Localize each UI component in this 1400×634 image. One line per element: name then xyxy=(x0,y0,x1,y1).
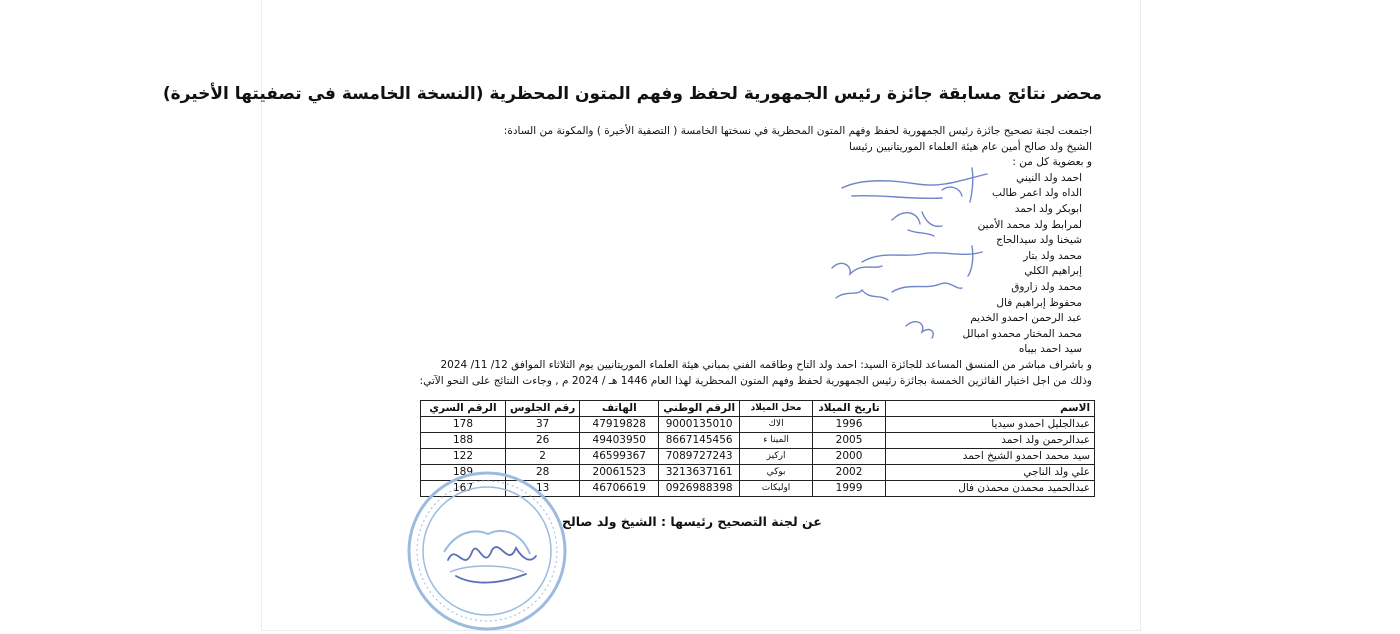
member-name: إبراهيم الكلي xyxy=(1024,265,1082,278)
header-birth-place: محل الميلاد xyxy=(740,401,813,417)
outro-line-2: وذلك من اجل اختيار الفائزين الخمسة بجائزة رئيس الجمهورية لحفظ وفهم المتون المحظرية لهذا العام 1446 هـ / 2024 م , وجاءت النتائج على النحو الآتي: xyxy=(419,374,1092,387)
outro-line-1: و باشراف مباشر من المنسق المساعد للجائزة السيد: احمد ولد التاح وطاقمه الفني بمباني هيئة العلماء الموريتانيين يوم الثلاثاء الموافق 12/ 11/ 2024 xyxy=(440,358,1092,371)
cell-national-id: 9000135010 xyxy=(659,417,740,433)
cell-name: عبدالحميد محمدن محمذن فال xyxy=(886,481,1095,497)
cell-seat-number: 26 xyxy=(506,433,580,449)
cell-seat-number: 13 xyxy=(506,481,580,497)
cell-name: عبدالرحمن ولد احمد xyxy=(886,433,1095,449)
cell-birth-year: 2005 xyxy=(813,433,886,449)
cell-birth-year: 2000 xyxy=(813,449,886,465)
intro-line-3: و بعضوية كل من : xyxy=(1012,156,1092,169)
header-seat-number: رقم الجلوس xyxy=(506,401,580,417)
document-page xyxy=(162,0,1140,630)
member-name: لمرابط ولد محمد الأمين xyxy=(977,218,1082,231)
cell-secret-number: 188 xyxy=(421,433,506,449)
cell-phone: 49403950 xyxy=(580,433,659,449)
member-name: محمد ولد بتار xyxy=(1023,249,1082,262)
cell-birth-year: 2002 xyxy=(813,465,886,481)
member-name: محمد ولد زاروق xyxy=(1011,280,1082,293)
cell-name: عبدالجليل احمدو سيديا xyxy=(886,417,1095,433)
cell-secret-number: 122 xyxy=(421,449,506,465)
cell-seat-number: 2 xyxy=(506,449,580,465)
cell-birth-place: اركيز xyxy=(740,449,813,465)
cell-seat-number: 37 xyxy=(506,417,580,433)
cell-national-id: 3213637161 xyxy=(659,465,740,481)
cell-birth-place: المينا ء xyxy=(740,433,813,449)
member-name: ابوبكر ولد احمد xyxy=(1014,202,1082,215)
table-row xyxy=(421,449,1095,465)
member-name: سيد احمد بيباه xyxy=(1018,343,1082,356)
cell-birth-place: الاك xyxy=(740,417,813,433)
cell-secret-number: 189 xyxy=(421,465,506,481)
official-seal xyxy=(404,468,570,634)
table-row xyxy=(421,417,1095,433)
cell-phone: 46599367 xyxy=(580,449,659,465)
cell-name: سيد محمد احمدو الشيخ احمد xyxy=(886,449,1095,465)
cell-national-id: 0926988398 xyxy=(659,481,740,497)
cell-birth-year: 1999 xyxy=(813,481,886,497)
cell-birth-place: اوليكات xyxy=(740,481,813,497)
header-birth-year: تاريخ الميلاد xyxy=(813,401,886,417)
member-name: محفوظ إبراهيم فال xyxy=(996,296,1082,309)
cell-national-id: 7089727243 xyxy=(659,449,740,465)
cell-phone: 47919828 xyxy=(580,417,659,433)
cell-phone: 20061523 xyxy=(580,465,659,481)
header-phone: الهاتف xyxy=(580,401,659,417)
table-row xyxy=(421,433,1095,449)
member-signatures xyxy=(822,150,1002,350)
cell-birth-year: 1996 xyxy=(813,417,886,433)
member-name: عبد الرحمن احمدو الخديم xyxy=(970,312,1082,325)
cell-secret-number: 178 xyxy=(421,417,506,433)
header-name: الاسم xyxy=(886,401,1095,417)
cell-name: علي ولد الناجي xyxy=(886,465,1095,481)
cell-national-id: 8667145456 xyxy=(659,433,740,449)
member-name: شيخنا ولد سيدالحاج xyxy=(996,234,1082,247)
member-name: الداه ولد اعمر طالب xyxy=(992,187,1082,200)
intro-line-2: الشيخ ولد صالح أمين عام هيئة العلماء الموريتانيين رئيسا xyxy=(849,140,1092,153)
cell-birth-place: بوكي xyxy=(740,465,813,481)
header-secret-number: الرقم السري xyxy=(421,401,506,417)
table-header-row xyxy=(421,401,1095,417)
cell-seat-number: 28 xyxy=(506,465,580,481)
member-name: محمد المختار محمدو امبالل xyxy=(962,327,1082,340)
intro-line-1: اجتمعت لجنة تصحيح جائزة رئيس الجمهورية لحفظ وفهم المتون المحظرية في نسختها الخامسة ( التصفية الأخيرة ) والمكونة من السادة: xyxy=(503,125,1092,137)
header-national-id: الرقم الوطني xyxy=(659,401,740,417)
committee-signoff: عن لجنة التصحيح رئيسها : الشيخ ولد صالح xyxy=(562,514,822,529)
cell-secret-number: 167 xyxy=(421,481,506,497)
document-title: محضر نتائج مسابقة جائزة رئيس الجمهورية لحفظ وفهم المتون المحظرية (النسخة الخامسة في تصفيتها الأخيرة) xyxy=(162,84,1102,104)
cell-phone: 46706619 xyxy=(580,481,659,497)
member-name: احمد ولد النيني xyxy=(1016,171,1082,184)
